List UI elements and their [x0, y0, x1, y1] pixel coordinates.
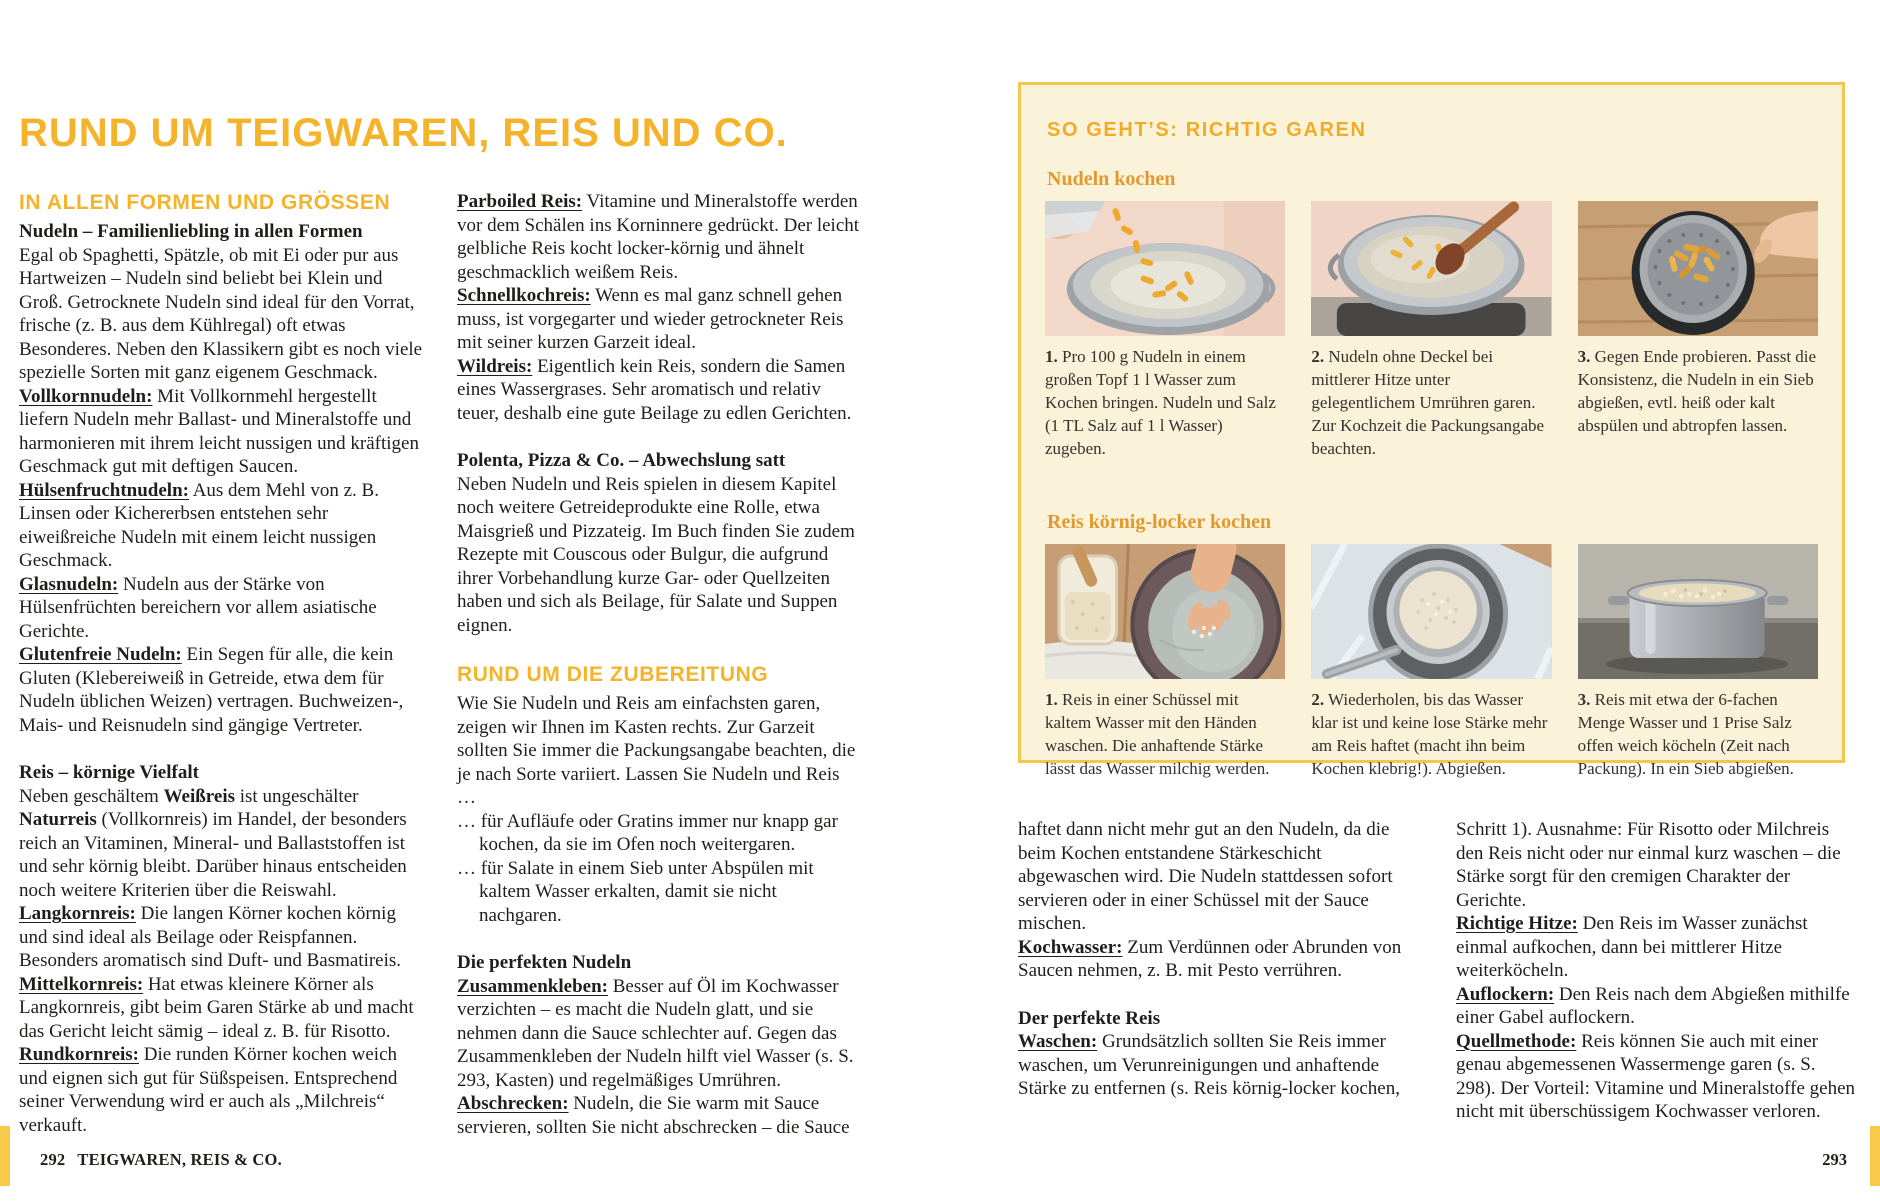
photo-rice-simmering-pot [1578, 544, 1818, 679]
caption-reis-step-2: 2. Wiederholen, bis das Wasser klar ist und keine lose Stärke mehr am Reis haftet (macht ihn beim Kochen klebrig!). Abgießen. [1311, 690, 1548, 778]
subhead-reis: Reis – körnige Vielfalt [19, 762, 199, 783]
entry-mittelkornreis: Mittelkornreis: Hat etwas kleinere Körner als Langkornreis, gibt beim Garen Stärke ab und macht das Gericht leicht sämig – ideal z. B. für Risotto. [19, 973, 414, 1042]
entry-kochwasser: Kochwasser: Zum Verdünnen oder Abrunden von Saucen nehmen, z. B. mit Pesto verrühren. [1018, 936, 1402, 981]
footer-left [40, 1150, 282, 1170]
subhead-nudeln: Nudeln – Familienliebling in allen Formen [19, 221, 363, 242]
step-card [1045, 201, 1285, 477]
paragraph-nudeln-intro: Egal ob Spaghetti, Spätzle, ob mit Ei oder pur aus Hartweizen – Nudeln sind beliebt bei Klein und Groß. Getrocknete Nudeln sind ideal für den Vorrat, frische (z. B. aus dem Kühlregal) oft etwas Besonderes. Neben den Klassikern gibt es noch viele spezielle Sorten mit ganz eigenem Geschmack. [19, 244, 423, 383]
entry-waschen: Waschen: Grundsätzlich sollten Sie Reis immer waschen, um Verunreinigungen und anhaftende Stärke zu entfernen (s. Reis körnig-locker kochen, [1018, 1031, 1400, 1099]
photo-pasta-pouring-into-pot [1045, 201, 1285, 336]
entry-abschrecken: Abschrecken: Nudeln, die Sie warm mit Sauce servieren, sollten Sie nicht abschrecken – die Sauce [457, 1093, 850, 1138]
section-heading-formen: IN ALLEN FORMEN UND GRÖSSEN [19, 191, 391, 214]
caption-nudeln-step-1: 1. Pro 100 g Nudeln in einem großen Topf 1 l Wasser zum Kochen bringen. Nudeln und Salz (1 TL Salz auf 1 l Wasser) zugeben. [1045, 347, 1276, 458]
entry-wildreis: Wildreis: Eigentlich kein Reis, sondern die Samen eines Wassergrases. Sehr aromatisch und relativ teuer, deshalb eine gute Beilage zu edlen Gerichten. [457, 355, 852, 424]
caption-nudeln-step-2: 2. Nudeln ohne Deckel bei mittlerer Hitze unter gelegentlichem Umrühren garen. Zur Kochzeit die Packungsangabe beachten. [1311, 347, 1545, 458]
entry-parboiled-reis: Parboiled Reis: Vitamine und Mineralstoffe werden vor dem Schälen ins Korninnere gedrückt. Der leicht gelbliche Reis kocht locker-körnig und ähnelt geschmacklich weißem Reis. [457, 191, 860, 283]
bullet-auflaeufe: … für Aufläufe oder Gratins immer nur knapp gar kochen, da sie im Ofen noch weitergaren. [457, 810, 838, 855]
step-card [1578, 544, 1818, 797]
paragraph-zubereitung-intro: Wie Sie Nudeln und Reis am einfachsten garen, zeigen wir Ihnen im Kasten rechts. Zur Garzeit sollten Sie immer die Packungsangabe beachten, die je nach Sorte variiert. Lassen Sie Nudeln und Reis … [457, 693, 856, 808]
caption-reis-step-3: 3. Reis mit etwa der 6-fachen Menge Wasser und 1 Prise Salz offen weich köcheln (Zeit nach Packung). In ein Sieb abgießen. [1577, 690, 1794, 778]
nudeln-kochen-steps [1045, 201, 1818, 477]
howto-box-heading: SO GEHT’S: RICHTIG GAREN [1047, 119, 1367, 141]
paragraph-haftet: haftet dann nicht mehr gut an den Nudeln, da die beim Kochen entstandene Stärkeschicht abgewaschen wird. Die Nudeln stattdessen sofort servieren oder in einer Schüssel mit der Sauce mischen. [1018, 819, 1393, 934]
folio-left: 292 [40, 1150, 66, 1169]
step-card [1311, 201, 1551, 477]
left-column-2 [457, 190, 863, 1139]
step-card [1311, 544, 1551, 797]
entry-rundkornreis: Rundkornreis: Die runden Körner kochen weich und eignen sich gut für Süßspeisen. Entsprechend seiner Verwendung wird er auch als „Milchreis“ verkauft. [19, 1044, 398, 1136]
bullet-salate: … für Salate in einem Sieb unter Abspülen mit kaltem Wasser erkalten, damit sie nicht nachgaren. [457, 857, 814, 926]
step-card [1578, 201, 1818, 477]
entry-schnellkochreis: Schnellkochreis: Wenn es mal ganz schnell gehen muss, ist vorgegarter und wieder getrockneter Reis mit seiner kurzen Garzeit ideal. [457, 285, 844, 353]
chapter-label: TEIGWAREN, REIS & CO. [77, 1150, 282, 1169]
page-title: RUND UM TEIGWAREN, REIS UND CO. [19, 110, 788, 155]
entry-huelsenfruchtnudeln: Hülsenfruchtnudeln: Aus dem Mehl von z. B. Linsen oder Kichererbsen entstehen sehr eiweißreiche Nudeln mit einem leicht nussigen Geschmack. [19, 479, 379, 571]
subhead-perfekter-reis: Der perfekte Reis [1018, 1007, 1161, 1029]
caption-nudeln-step-3: 3. Gegen Ende probieren. Passt die Konsistenz, die Nudeln in ein Sieb abgießen, evtl. heiß oder kalt abspülen und abtropfen lassen. [1577, 347, 1817, 435]
photo-rice-in-sieve [1311, 544, 1551, 679]
subhead-nudeln-kochen: Nudeln kochen [1047, 168, 1176, 190]
entry-auflockern: Auflockern: Den Reis nach dem Abgießen mithilfe einer Gabel auflockern. [1456, 983, 1850, 1028]
page-edge-accent-right [1870, 1126, 1880, 1186]
entry-zusammenkleben: Zusammenkleben: Besser auf Öl im Kochwasser verzichten – es macht die Nudeln glatt, und sie nehmen dann die Sauce schlechter auf. Gegen das Zusammenkleben der Nudeln hilft viel Wasser (s. S. 293, Kasten) und regelmäßiges Umrühren. [457, 975, 854, 1091]
photo-pasta-simmering-with-spoon [1311, 201, 1551, 336]
photo-penne-in-colander [1578, 201, 1818, 336]
paragraph-reis-intro: Neben geschältem Weißreis ist ungeschälter Naturreis (Vollkornreis) im Handel, der besonders reich an Vitaminen, Mineral- und Ballaststoffen ist und sehr körnig bleibt. Darüber hinaus entscheiden noch weitere Kriterien über die Reiswahl. [19, 785, 407, 901]
subhead-polenta: Polenta, Pizza & Co. – Abwechslung satt [457, 450, 786, 471]
subhead-reis-kochen: Reis körnig-locker kochen [1047, 511, 1272, 533]
step-card [1045, 544, 1285, 797]
paragraph-schritt1: Schritt 1). Ausnahme: Für Risotto oder Milchreis den Reis nicht oder nur einmal kurz waschen – die Stärke sorgt für den cremigen Charakter der Gerichte. [1456, 819, 1841, 911]
entry-vollkornnudeln: Vollkornnudeln: Mit Vollkornmehl hergestellt liefern Nudeln mehr Ballast- und Mineralstoffe und harmonieren mit ihrem leicht nussigen und kräftigen Geschmack gut mit deftigen Saucen. [19, 385, 419, 477]
right-page-columns [1018, 818, 1858, 1124]
right-column-2 [1456, 818, 1858, 1124]
entry-richtige-hitze: Richtige Hitze: Den Reis im Wasser zunächst einmal aufkochen, dann bei mittlerer Hitze weiterköcheln. [1456, 913, 1808, 981]
entry-quellmethode: Quellmethode: Reis können Sie auch mit einer genau abgemessenen Wassermenge garen (s. S. 298). Der Vorteil: Vitamine und Mineralstoffe gehen nicht mit überschüssigem Kochwasser verloren. [1456, 1030, 1856, 1122]
right-column-1 [1018, 818, 1420, 1124]
left-page-columns [19, 190, 863, 1139]
paragraph-polenta: Neben Nudeln und Reis spielen in diesem Kapitel noch weitere Getreideprodukte eine Rolle, etwa Maisgrieß und Pizzateig. Im Buch finden Sie zudem Rezepte mit Couscous oder Bulgur, die aufgrund ihrer Vorbehandlung kurze Gar- oder Quellzeiten haben und sich als Beilage, für Salate und Suppen eignen. [457, 473, 855, 636]
entry-glutenfreie-nudeln: Glutenfreie Nudeln: Ein Segen für alle, die kein Gluten (Klebereiweiß in Getreide, etwa dem für Nudeln üblichen Weizen) vertragen. Buchweizen-, Mais- und Reisnudeln sind gängige Vertreter. [19, 644, 404, 736]
caption-reis-step-1: 1. Reis in einer Schüssel mit kaltem Wasser mit den Händen waschen. Die anhaftende Stärke lässt das Wasser milchig werden. [1045, 690, 1270, 778]
folio-right: 293 [1822, 1150, 1847, 1169]
photo-rice-washing-by-hand [1045, 544, 1285, 679]
footer-right [1822, 1150, 1847, 1170]
howto-box [1018, 82, 1845, 778]
page-edge-accent-left [0, 1126, 10, 1186]
section-heading-zubereitung: RUND UM DIE ZUBEREITUNG [457, 663, 769, 686]
entry-glasnudeln: Glasnudeln: Nudeln aus der Stärke von Hülsenfrüchten bereichern vor allem asiatische Gerichte. [19, 573, 377, 642]
reis-kochen-steps [1045, 544, 1818, 797]
subhead-perfekte-nudeln: Die perfekten Nudeln [457, 952, 632, 973]
left-column-1 [19, 190, 425, 1139]
entry-langkornreis: Langkornreis: Die langen Körner kochen körnig und sind ideal als Beilage oder Reispfannen. Besonders aromatisch sind Duft- und Basmatireis. [19, 903, 402, 971]
